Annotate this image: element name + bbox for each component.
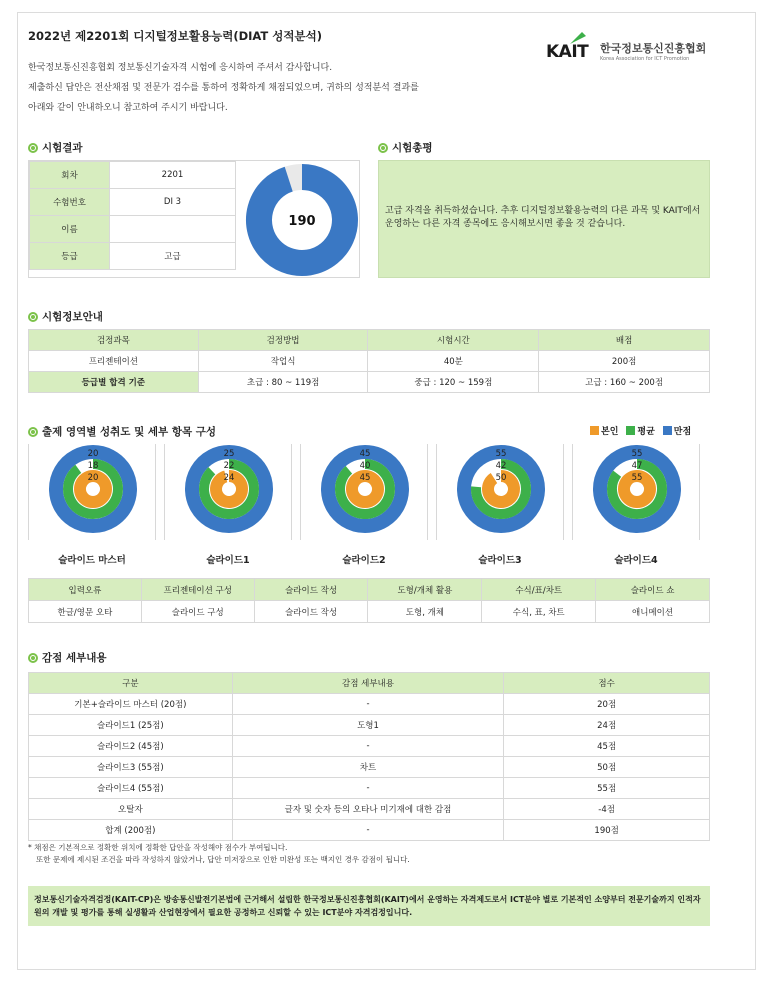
legend-item [590, 424, 618, 437]
note-line: * 채점은 기본적으로 정확한 위치에 정확한 답안을 작성해야 점수가 부여됩니다. [28, 843, 288, 852]
area-chart-title: 슬라이드1 [206, 555, 250, 566]
table-cell: 초급 : 80 ~ 119점 [198, 372, 368, 393]
area-chart-title: 슬라이드2 [342, 555, 386, 566]
result-value [110, 216, 236, 243]
table-cell: - [232, 820, 504, 841]
table-cell: 200점 [539, 351, 710, 372]
table-header: 수식/표/차트 [482, 579, 596, 601]
table-row [29, 694, 710, 715]
table-cell: 중급 : 120 ~ 159점 [368, 372, 539, 393]
table-cell: 40분 [368, 351, 539, 372]
table-cell: 슬라이드 작성 [254, 601, 368, 623]
table-cell: - [232, 694, 504, 715]
note-line: 또한 문제에 제시된 조건을 따라 작성하지 않았거나, 답안 미저장으로 인한 미완성 또는 백지인 경우 감점이 됩니다. [36, 855, 410, 864]
table-cell: 20점 [504, 694, 710, 715]
table-cell: 오탈자 [29, 799, 233, 820]
section-bullet-icon [28, 427, 38, 437]
area-chart-title: 슬라이드 마스터 [58, 555, 126, 566]
legend-label: 만점 [673, 427, 692, 437]
table-header-row [29, 330, 710, 351]
section-bullet-icon [28, 312, 38, 322]
result-table [29, 161, 236, 270]
mine-label: 20 [87, 473, 99, 483]
area-chart-title: 슬라이드3 [478, 555, 522, 566]
intro-line: 아래와 같이 안내하오니 참고하여 주시기 바랍니다. [28, 103, 228, 113]
section-bullet-icon [28, 653, 38, 663]
table-row [30, 189, 236, 216]
logo-name: 한국정보통신진흥협회 [600, 42, 707, 55]
area-chart-title: 슬라이드4 [614, 555, 658, 566]
legend-swatch [626, 426, 635, 435]
mine-label: 55 [631, 473, 643, 483]
table-header: 감점 세부내용 [232, 673, 504, 694]
area-chart-card [300, 444, 428, 566]
area-chart-card [572, 444, 700, 566]
section-title-text: 시험결과 [42, 142, 83, 154]
footer-notice [28, 886, 710, 926]
table-header: 검정과목 [29, 330, 199, 351]
table-cell: 차트 [232, 757, 504, 778]
max-label: 25 [223, 449, 235, 459]
scoring-note [28, 842, 410, 866]
result-label: 회차 [30, 162, 110, 189]
table-cell: 슬라이드3 (55점) [29, 757, 233, 778]
legend-label: 본인 [601, 427, 619, 437]
info-section-title [28, 309, 103, 324]
report-title: 2022년 제2201회 디지털정보활용능력(DIAT 성적분석) [28, 29, 322, 43]
result-section-title [28, 140, 83, 155]
table-header: 점수 [504, 673, 710, 694]
table-row [29, 601, 710, 623]
area-ring-chart [48, 444, 138, 536]
table-cell: 슬라이드 구성 [141, 601, 254, 623]
deduction-section-title [28, 650, 107, 665]
legend-swatch [590, 426, 599, 435]
result-value: 2201 [110, 162, 236, 189]
area-ring-chart [456, 444, 546, 536]
chart-legend [590, 424, 691, 437]
section-title-text: 감점 세부내용 [42, 652, 107, 664]
avg-label: 40 [359, 461, 371, 471]
table-header: 도형/개체 활용 [368, 579, 482, 601]
area-chart-card [28, 444, 156, 566]
intro-line: 제출하신 답안은 전산채점 및 전문가 검수를 통하여 정확하게 채점되었으며, 귀하의 성적분석 결과를 [28, 83, 419, 93]
review-box [378, 160, 710, 278]
table-cell: 글자 및 숫자 등의 오타나 미기재에 대한 감점 [232, 799, 504, 820]
table-cell: 도형, 개체 [368, 601, 482, 623]
legend-label: 평균 [637, 427, 655, 437]
logo-subtitle: Korea Association for ICT Promotion [600, 56, 690, 62]
table-header: 프리젠테이션 구성 [141, 579, 254, 601]
max-label: 55 [495, 449, 507, 459]
table-header: 검정방법 [198, 330, 368, 351]
max-label: 20 [87, 449, 99, 459]
logo-mark-text: KAIT [546, 42, 589, 62]
intro-text [28, 58, 419, 118]
table-cell: 190점 [504, 820, 710, 841]
table-cell: 작업식 [198, 351, 368, 372]
table-cell: 슬라이드2 (45점) [29, 736, 233, 757]
table-row [30, 216, 236, 243]
area-chart-card [164, 444, 292, 566]
table-cell: 고급 : 160 ~ 200점 [539, 372, 710, 393]
area-ring-chart [184, 444, 274, 536]
table-cell: 슬라이드1 (25점) [29, 715, 233, 736]
section-title-text: 시험총평 [392, 142, 433, 154]
result-label: 등급 [30, 243, 110, 270]
deduction-table [28, 672, 710, 841]
table-cell: 45점 [504, 736, 710, 757]
max-label: 55 [631, 449, 643, 459]
info-table [28, 329, 710, 393]
table-cell: 슬라이드4 (55점) [29, 778, 233, 799]
result-box [28, 160, 360, 278]
table-row [30, 162, 236, 189]
result-value: DI 3 [110, 189, 236, 216]
table-header-row [29, 579, 710, 601]
result-value: 고급 [110, 243, 236, 270]
mine-label: 45 [359, 473, 371, 483]
table-cell: - [232, 778, 504, 799]
areas-section-title [28, 424, 216, 439]
section-title-text: 시험정보안내 [42, 311, 103, 323]
table-row [29, 736, 710, 757]
kait-logo [546, 30, 716, 70]
avg-label: 22 [223, 461, 235, 471]
table-header: 슬라이드 작성 [254, 579, 368, 601]
section-bullet-icon [28, 143, 38, 153]
table-header: 슬라이드 쇼 [596, 579, 710, 601]
footer-text: 정보통신기술자격검정(KAIT-CP)은 방송통신발전기본법에 근거해서 설립한 한국정보통신진흥협회(KAIT)에서 운영하는 자격제도로서 ICT분야 별로 기본적인 소양부터 전문기술까지 인적자원의 개발 및 평가를 통해 실생활과 산업현장에서 필요한 공정하고 신뢰할 수 있는 ICT분야 자격검정입니다. [34, 895, 701, 917]
intro-line: 한국정보통신진흥협회 정보통신기술자격 시험에 응시하여 주셔서 감사합니다. [28, 63, 333, 73]
area-ring-chart [320, 444, 410, 536]
table-cell: 55점 [504, 778, 710, 799]
table-cell: 한글/영문 오타 [29, 601, 142, 623]
legend-swatch [663, 426, 672, 435]
table-cell: - [232, 736, 504, 757]
table-cell: 50점 [504, 757, 710, 778]
avg-label: 47 [631, 461, 643, 471]
avg-label: 18 [87, 461, 99, 471]
table-cell: 수식, 표, 차트 [482, 601, 596, 623]
score-donut [241, 161, 363, 279]
legend-item [626, 424, 654, 437]
section-title-text: 출제 영역별 성취도 및 세부 항목 구성 [42, 426, 217, 438]
table-header: 입력오류 [29, 579, 142, 601]
table-cell: 도형1 [232, 715, 504, 736]
table-cell: 24점 [504, 715, 710, 736]
items-table [28, 578, 710, 623]
result-label: 이름 [30, 216, 110, 243]
table-row [29, 778, 710, 799]
table-row [29, 372, 710, 393]
table-row [29, 715, 710, 736]
section-bullet-icon [378, 143, 388, 153]
review-text: 고급 자격을 취득하셨습니다. 추후 디지털정보활용능력의 다른 과목 및 KAIT에서 운영하는 다른 자격 종목에도 응시해보시면 좋을 것 같습니다. [385, 206, 701, 229]
table-header-row [29, 673, 710, 694]
table-row [29, 799, 710, 820]
table-header: 시험시간 [368, 330, 539, 351]
result-label: 수험번호 [30, 189, 110, 216]
area-ring-chart [592, 444, 682, 536]
table-cell: 프리젠테이션 [29, 351, 199, 372]
mine-label: 50 [495, 473, 507, 483]
table-header: 구분 [29, 673, 233, 694]
table-cell: 애니메이션 [596, 601, 710, 623]
table-cell: -4점 [504, 799, 710, 820]
max-label: 45 [359, 449, 371, 459]
grade-label: 등급별 합격 기준 [29, 372, 199, 393]
mine-label: 24 [223, 473, 235, 483]
area-charts [28, 444, 700, 566]
table-cell: 기본+슬라이드 마스터 (20점) [29, 694, 233, 715]
legend-item [663, 424, 691, 437]
review-section-title [378, 140, 433, 155]
table-cell: 합계 (200점) [29, 820, 233, 841]
table-row [29, 351, 710, 372]
table-row [29, 757, 710, 778]
table-row [29, 820, 710, 841]
score-value: 190 [288, 214, 316, 229]
area-chart-card [436, 444, 564, 566]
avg-label: 42 [495, 461, 507, 471]
table-header: 배점 [539, 330, 710, 351]
table-row [30, 243, 236, 270]
